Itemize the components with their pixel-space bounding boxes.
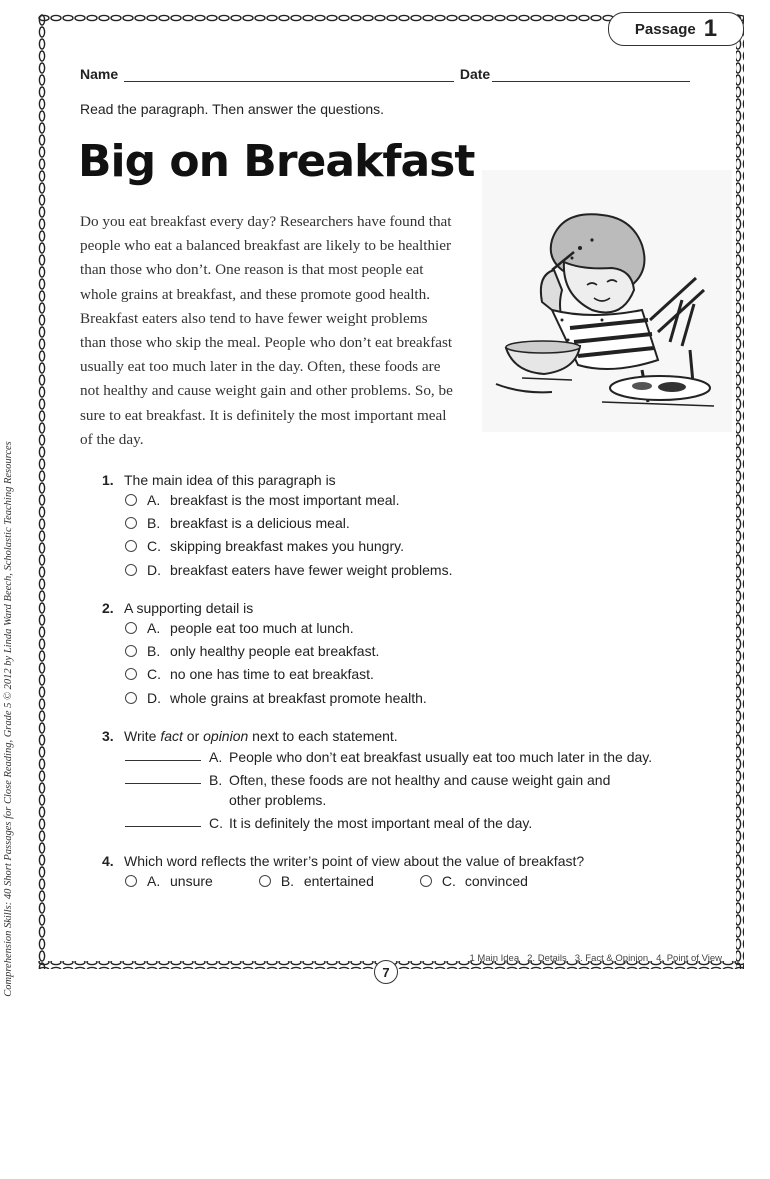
answer-option[interactable]: C. no one has time to eat breakfast. bbox=[125, 663, 427, 686]
question-number: 3. bbox=[102, 728, 114, 744]
radio-button[interactable] bbox=[125, 692, 137, 704]
answer-option[interactable]: A. people eat too much at lunch. bbox=[125, 616, 427, 639]
radio-button[interactable] bbox=[125, 494, 137, 506]
name-label: Name bbox=[80, 66, 119, 82]
question-number: 2. bbox=[102, 600, 114, 616]
fact-opinion-statement: A. People who don’t eat breakfast usually eat too much later in the day. bbox=[125, 747, 682, 767]
skills-footer bbox=[469, 953, 722, 964]
passage-paragraph: Do you eat breakfast every day? Researchers have found that people who eat a balanced breakfast are likely to be healthier than those who don’t. One reason is that most people eat whole grains at breakfast, and these promote good health. Breakfast eaters also tend to have fewer weight problems than those who skip the meal. People who don’t eat breakfast usually eat too much later in the day. Often, these foods are not healthy and cause weight gain and other problems. So, be sure to eat breakfast. It is definitely the most important meal of the day. bbox=[80, 213, 453, 448]
question-2 bbox=[102, 600, 427, 710]
answer-option[interactable]: D. whole grains at breakfast promote health. bbox=[125, 686, 427, 709]
skill-label: 1 Main Idea bbox=[469, 953, 520, 964]
question-number: 4. bbox=[102, 853, 114, 869]
radio-button[interactable] bbox=[259, 875, 271, 887]
boy-eating-cereal-illustration bbox=[482, 170, 732, 432]
passage-badge bbox=[608, 12, 744, 46]
answer-option[interactable]: D. breakfast eaters have fewer weight problems. bbox=[125, 558, 452, 581]
radio-button[interactable] bbox=[420, 875, 432, 887]
date-field-line[interactable] bbox=[492, 67, 690, 82]
radio-button[interactable] bbox=[125, 668, 137, 680]
skill-label: 3. Fact & Opinion bbox=[574, 953, 649, 964]
fact-opinion-statement: B. Often, these foods are not healthy and cause weight gain and other problems. bbox=[125, 770, 682, 810]
skill-label: 2. Details bbox=[527, 953, 567, 964]
answer-blank[interactable] bbox=[125, 813, 201, 827]
date-label: Date bbox=[459, 66, 491, 82]
question-1 bbox=[102, 472, 452, 582]
name-date-row bbox=[80, 66, 690, 82]
question-number: 1. bbox=[102, 472, 114, 488]
answer-option[interactable]: B. breakfast is a delicious meal. bbox=[125, 511, 452, 534]
answer-option[interactable]: B. entertained bbox=[259, 869, 374, 892]
answer-blank[interactable] bbox=[125, 770, 201, 784]
question-3: 3. Write fact or opinion next to each statement. A. People who don’t eat breakfast usually eat too much later in the day. B. Often, these foods are not healthy and cause weight gain and other problems. C. It is definitely the most important meal of the day. bbox=[102, 728, 682, 836]
radio-button[interactable] bbox=[125, 645, 137, 657]
page-number: 7 bbox=[374, 960, 398, 984]
instructions: Read the paragraph. Then answer the questions. bbox=[80, 101, 385, 117]
radio-button[interactable] bbox=[125, 517, 137, 529]
question-4 bbox=[102, 853, 584, 892]
question-stem: A supporting detail is bbox=[124, 600, 254, 616]
radio-button[interactable] bbox=[125, 622, 137, 634]
answer-option[interactable]: A. breakfast is the most important meal. bbox=[125, 488, 452, 511]
passage-label: Passage bbox=[634, 20, 696, 38]
skill-label: 4. Point of View bbox=[656, 953, 722, 964]
radio-button[interactable] bbox=[125, 875, 137, 887]
question-stem: Which word reflects the writer’s point of view about the value of breakfast? bbox=[124, 853, 585, 869]
answer-option[interactable]: C. skipping breakfast makes you hungry. bbox=[125, 535, 452, 558]
answer-option[interactable]: A. unsure bbox=[125, 869, 213, 892]
name-field-line[interactable] bbox=[124, 67, 454, 82]
answer-option[interactable]: C. convinced bbox=[420, 869, 528, 892]
answer-blank[interactable] bbox=[125, 747, 201, 761]
radio-button[interactable] bbox=[125, 540, 137, 552]
question-stem: The main idea of this paragraph is bbox=[124, 472, 336, 488]
passage-number: 1 bbox=[703, 15, 718, 42]
radio-button[interactable] bbox=[125, 564, 137, 576]
fact-opinion-statement: C. It is definitely the most important meal of the day. bbox=[125, 813, 682, 833]
answer-option[interactable]: B. only healthy people eat breakfast. bbox=[125, 639, 427, 662]
passage-title: Big on Breakfast bbox=[78, 136, 475, 187]
copyright-credit: Comprehension Skills: 40 Short Passages for Close Reading, Grade 5 © 2012 by Linda Ward Beech, Scholastic Teaching Resources bbox=[3, 441, 14, 997]
